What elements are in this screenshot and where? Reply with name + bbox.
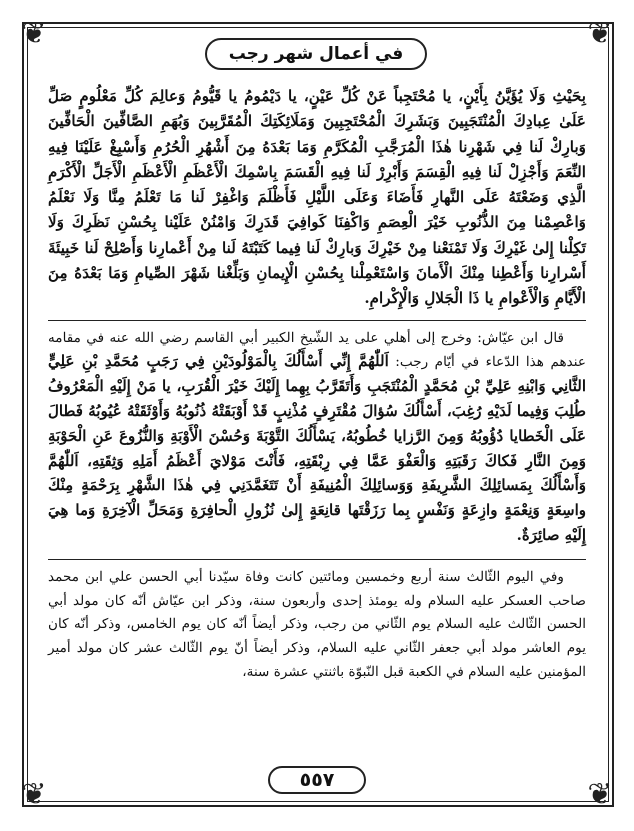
corner-ornament-icon: ❦ <box>587 777 613 812</box>
page-body <box>48 84 586 685</box>
corner-ornament-icon: ❦ <box>21 16 47 51</box>
section-divider <box>48 559 586 560</box>
chapter-header <box>205 38 427 70</box>
dua-paragraph: بِحَيْثِ وَلَا يُؤَيَّنُ بِأَيْنٍ، يا مُحْتَجِباً عَنْ كُلِّ عَيْنٍ، يا دَيْمُومُ يا قَيُّومُ وَعالِمَ كُلِّ مَعْلُومٍ صَلِّ عَلَىٰ عِبادِكَ الْمُنْتَجَبِينَ وَبَشَرِكَ الْمُحْتَجِبِينَ وَمَلَائِكَتِكَ الْمُقَرَّبِينَ وَبُهَمِ الصَّافِّينَ الْحَافِّينَ وَبارِكْ لَنا فِي شَهْرِنا هٰذَا الْمُرَجَّبِ الْمُكَرَّمِ وَمَا بَعْدَهُ مِنَ أَشْهُرِ الْحُرُمِ وَأَسْبِغْ عَلَيْنَا فِيهِ النِّعَمَ وَأَجْزِلْ لَنا فِيهِ الْقِسَمَ وَأَبْرِرْ لَنا فِيهِ الْقَسَمَ بِاسْمِكَ الْأَعْظَمِ الْأَعْظَمِ الْأَجَلِّ الْأَكْرَمِ الَّذِي وَضَعْتَهُ عَلَى النَّهارِ فَأَضَاءَ وَعَلَى اللَّيْلِ فَأَظْلَمَ وَاغْفِرْ لَنا مَا تَعْلَمُ مِنَّا وَلَا نَعْلَمُ وَاعْصِمْنا مِنَ الذُّنُوبِ خَيْرَ الْعِصَمِ وَاكْفِنَا كَوافِيَ قَدَرِكَ وَامْنُنْ عَلَيْنا بِحُسْنِ نَظَرِكَ وَلَا تَكِلْنا إِلىٰ غَيْرِكَ وَلَا تَمْنَعْنا مِنْ خَيْرِكَ وَبارِكْ لَنا فِيما كَتَبْتَهُ لَنا مِنْ أَعْمارِنا وَأَصْلِحْ لَنا خَبِيئَةَ أَسْرارِنا وَأَعْطِنا مِنْكَ الْأَمانَ وَاسْتَعْمِلْنا بِحُسْنِ الْإِيمانِ وَبَلِّغْنا شَهْرَ الصِّيامِ وَمَا بَعْدَهُ مِنَ الْأَيَّامِ وَالْأَعْوامِ يا ذَا الْجَلالِ وَالْإِكْرامِ. <box>48 87 587 308</box>
page-number-box <box>268 766 366 794</box>
corner-ornament-icon: ❦ <box>21 777 47 812</box>
corner-ornament-icon: ❦ <box>587 16 613 51</box>
rajab-dua-text: اَللّٰهُمَّ إِنِّي أَسْأَلُكَ بِالْمَوْلُودَيْنِ فِي رَجَبٍ مُحَمَّدِ بْنِ عَلِيٍّ الثَّانِي وَابْنِهِ عَلِيِّ بْنِ مُحَمَّدٍ الْمُنْتَجَبِ وَأَتَقَرَّبُ بِهِما إِلَيْكَ خَيْرَ الْقُرَبِ، يا مَنْ إِلَيْهِ الْمَعْرُوفُ طُلِبَ وَفِيما لَدَيْهِ رُغِبَ، أَسْأَلُكَ سُؤالَ مُقْتَرِفٍ مُذْنِبٍ قَدْ أَوْبَقَتْهُ ذُنُوبُهُ وَأَوْثَقَتْهُ عُيُوبُهُ فَطالَ عَلَى الْخَطايا دُؤُوبُهُ وَمِنَ الرَّزايا خُطُوبُهُ، يَسْأَلُكَ التَّوْبَةَ وَحُسْنَ الْأَوْبَةِ وَالنُّزُوعَ عَنِ الْحَوْبَةِ وَمِنَ النَّارِ فَكاكَ رَقَبَتِهِ وَالْعَفْوَ عَمَّا فِي رِبْقَتِهِ، فَأَنْتَ مَوْلايَ أَعْظَمُ أَمَلِهِ وَثِقَتِهِ، اَللّٰهُمَّ وَأَسْأَلُكَ بِمَسائِلِكَ الشَّرِيفَةِ وَوَسائِلِكَ الْمُنِيفَةِ أَنْ تَتَغَمَّدَنِي فِي هٰذَا الشَّهْرِ بِرَحْمَةٍ مِنْكَ واسِعَةٍ وَنِعْمَةٍ وازِعَةٍ وَنَفْسٍ بِما رَزَقْتَها قانِعَةٍ إِلىٰ نُزُولِ الْحافِرَةِ وَمَحَلِّ الْآخِرَةِ وَما هِيَ إِلَيْهِ صائِرَةٌ. <box>48 352 586 545</box>
chapter-title: في أعمال شهر رجب <box>228 44 404 64</box>
narration-intro <box>48 327 586 549</box>
history-paragraph: وفي اليوم الثّالث سنة أربع وخمسين ومائتين كانت وفاة سيّدنا أبي الحسن علي ابن محمد صاحب العسكر عليه السلام وله يومئذ إحدى وأربعون سنة، وذكر ابن عيّاش أنّه كان مولد أبي الحسن الثّالث عليه السلام يوم الثّاني من رجب، وذكر أيضاً أنّه كان يوم الخامس، وذكر أنّه كان يوم العاشر مولد أبي جعفر الثّاني عليه السلام، وذكر أيضاً أنّ يوم الثّالث عشر كان مولد أمير المؤمنين عليه السلام في الكعبة قبل النّبوّة باثنتي عشرة سنة، <box>48 568 586 681</box>
page-number: ٥٥٧ <box>299 769 335 791</box>
section-divider <box>48 320 586 321</box>
narration-intro-text: قال ابن عيّاش: وخرج إلى أهلي على يد الشّيخ الكبير أبي القاسم رضي الله عنه في مقامه عندهم هذا الدّعاء في أيّام رجب: <box>48 329 587 371</box>
